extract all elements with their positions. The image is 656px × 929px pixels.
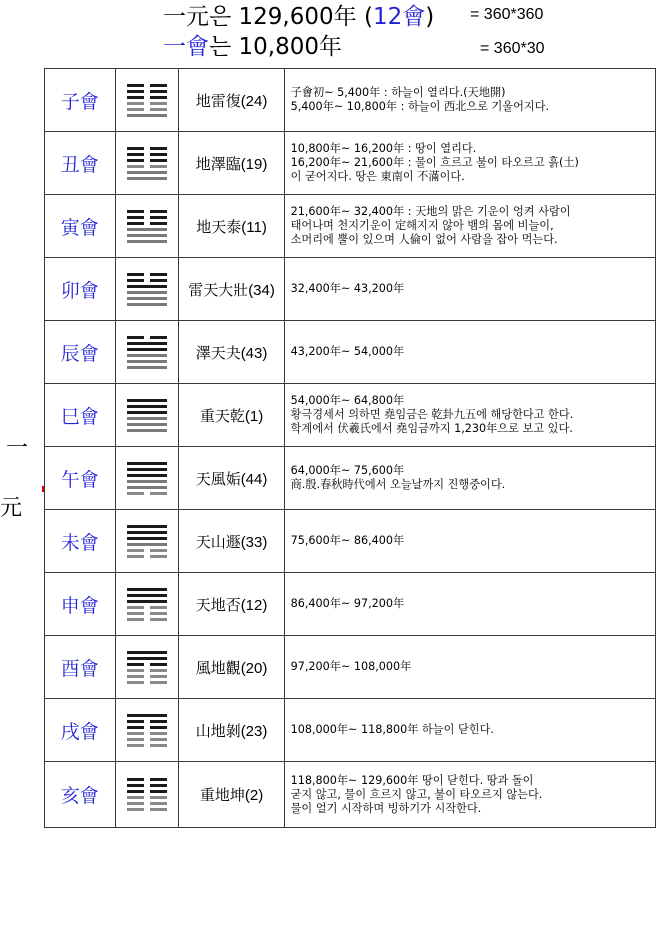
yin-line [127,216,167,219]
yang-line [127,714,167,717]
table-row [45,510,656,573]
yin-line [127,549,167,552]
description-line: 이 굳어지다. 땅은 東南이 不滿이다. [290,170,465,183]
yang-line [127,531,167,534]
table-row [45,132,656,195]
period-description [284,510,655,573]
yin-line [127,732,167,735]
hexagram-icon [127,147,167,180]
yin-line [127,492,167,495]
period-description [284,447,655,510]
yang-line [127,525,167,528]
description-line: 16,200年~ 21,600年 : 물이 흐르고 불이 타오르고 흙(土) [290,156,579,169]
yang-line [127,651,167,654]
hexagram-icon [127,525,167,558]
yang-line [127,234,167,237]
hexagram-icon [127,588,167,621]
header-line1-pre: 一元은 129,600年 ( [163,4,373,30]
period-description [284,762,655,828]
hoe-label: 午會 [45,447,116,510]
period-description [284,321,655,384]
description-line: 굳지 않고, 물이 흐르지 않고, 불이 타오르지 않는다. [290,787,543,801]
hexagram-cell [115,132,179,195]
yang-line [127,417,167,420]
hexagram-name: 地澤臨(19) [179,132,284,195]
hoe-label: 申會 [45,573,116,636]
hoe-label: 辰會 [45,321,116,384]
description-line: 소머리에 뿔이 있으며 人倫이 없어 사람을 잡아 먹는다. [290,233,558,246]
hexagram-icon [127,399,167,432]
yin-line [127,681,167,684]
yin-line [127,84,167,87]
hexagram-name: 天風姤(44) [179,447,284,510]
yang-line [127,411,167,414]
yang-line [127,366,167,369]
period-description [284,132,655,195]
yang-line [127,177,167,180]
hexagram-cell [115,510,179,573]
table-row [45,321,656,384]
yang-line [127,474,167,477]
description-line: 학계에서 伏羲氏에서 堯임금까지 1,230年으로 보고 있다. [290,422,573,435]
table-row [45,195,656,258]
header-line1-post: ) [425,4,435,30]
header-line1-blue: 12會 [372,4,426,30]
yin-line [127,808,167,811]
hoe-table [44,68,656,828]
yang-line [127,228,167,231]
description-line: 118,800年~ 129,600年 땅이 닫힌다. 땅과 돌이 [290,773,534,787]
hexagram-cell [115,69,179,132]
yang-line [127,468,167,471]
hoe-label: 巳會 [45,384,116,447]
table-row [45,69,656,132]
yin-line [127,612,167,615]
yang-line [127,303,167,306]
description-line: 물이 얼기 시작하며 빙하기가 시작한다. [290,801,482,815]
table-row [45,636,656,699]
yin-line [127,279,167,282]
hoe-label: 戌會 [45,699,116,762]
yin-line [127,726,167,729]
header-equation-2: = 360*30 [480,40,545,57]
yin-line [127,618,167,621]
yin-line [127,108,167,111]
description-line: 54,000年~ 64,800年 [290,394,405,407]
hexagram-cell [115,762,179,828]
table-row [45,447,656,510]
yang-line [127,342,167,345]
yang-line [127,423,167,426]
yin-line [127,90,167,93]
description-line: 43,200年~ 54,000年 [290,345,405,358]
hoe-label: 丑會 [45,132,116,195]
yin-line [127,669,167,672]
yang-line [127,480,167,483]
yang-line [127,429,167,432]
description-line: 97,200年~ 108,000年 [290,660,412,673]
period-description [284,573,655,636]
yin-line [127,663,167,666]
description-line: 32,400年~ 43,200年 [290,282,405,295]
yang-line [127,537,167,540]
period-description [284,699,655,762]
page-header [0,0,656,68]
yin-line [127,796,167,799]
header-line-1 [163,2,434,32]
yang-line [127,405,167,408]
hexagram-icon [127,462,167,495]
hoe-label: 酉會 [45,636,116,699]
yin-line [127,222,167,225]
table-row [45,258,656,321]
yang-line [127,291,167,294]
description-line: 子會初~ 5,400年 : 하늘이 열리다.(天地開) [290,86,506,99]
yin-line [127,778,167,781]
hexagram-name: 澤天夬(43) [179,321,284,384]
hoe-label: 寅會 [45,195,116,258]
hexagram-cell [115,195,179,258]
hexagram-icon [127,273,167,306]
hexagram-cell [115,636,179,699]
hexagram-icon [127,651,167,684]
yin-line [127,159,167,162]
hexagram-icon [127,336,167,369]
yang-line [127,462,167,465]
description-line: 商.殷.春秋時代에서 오늘날까지 진행중이다. [290,478,506,491]
description-line: 10,800年~ 16,200年 : 땅이 열리다. [290,142,477,155]
yang-line [127,285,167,288]
header-line2-rest: 는 10,800年 [209,34,343,60]
hexagram-cell [115,699,179,762]
table-row [45,762,656,828]
period-description [284,636,655,699]
hexagram-cell [115,447,179,510]
period-description [284,195,655,258]
description-line: 64,000年~ 75,600年 [290,464,405,477]
hexagram-name: 地雷復(24) [179,69,284,132]
hexagram-name: 天地否(12) [179,573,284,636]
hoe-label: 亥會 [45,762,116,828]
yin-line [127,675,167,678]
yin-line [127,153,167,156]
description-line: 75,600年~ 86,400年 [290,534,405,547]
description-line: 황극경세서 의하면 堯임금은 乾卦九五에 해당한다고 한다. [290,408,574,421]
yin-line [127,606,167,609]
yang-line [127,600,167,603]
yang-line [127,543,167,546]
yang-line [127,360,167,363]
yang-line [127,594,167,597]
header-line2-blue: 一會 [163,34,209,60]
hoe-label: 未會 [45,510,116,573]
hexagram-name: 雷天大壯(34) [179,258,284,321]
yin-line [127,555,167,558]
yang-line [127,657,167,660]
yin-line [127,784,167,787]
hexagram-cell [115,573,179,636]
hexagram-icon [127,714,167,747]
yin-line [127,802,167,805]
yang-line [127,171,167,174]
table-row [45,573,656,636]
description-line: 108,000年~ 118,800年 하늘이 닫힌다. [290,723,494,736]
description-line: 21,600年~ 32,400年 : 天地의 맑은 기운이 엉켜 사람이 [290,205,571,218]
yin-line [127,790,167,793]
yin-line [127,165,167,168]
table-row [45,699,656,762]
period-description [284,384,655,447]
hexagram-name: 天山遯(33) [179,510,284,573]
description-line: 5,400年~ 10,800年 : 하늘이 西北으로 기울어지다. [290,100,550,113]
hoe-table-body [45,69,656,828]
hexagram-name: 風地觀(20) [179,636,284,699]
yin-line [127,96,167,99]
hexagram-icon [127,210,167,243]
hoe-label: 卯會 [45,258,116,321]
description-line: 태어나며 천지기운이 定해지지 않아 뱀의 몸에 비늘이, [290,219,554,232]
yin-line [127,210,167,213]
yang-line [127,588,167,591]
hexagram-name: 重天乾(1) [179,384,284,447]
period-description [284,69,655,132]
yang-line [127,486,167,489]
yin-line [127,147,167,150]
yang-line [127,297,167,300]
header-equation-1: = 360*360 [470,6,544,23]
yang-line [127,354,167,357]
side-label-bottom: 元 [0,496,23,521]
header-line-2 [163,32,342,62]
yang-line [127,348,167,351]
hexagram-cell [115,258,179,321]
hexagram-cell [115,384,179,447]
yin-line [127,336,167,339]
yang-line [127,114,167,117]
yang-line [127,240,167,243]
description-line: 86,400年~ 97,200年 [290,597,405,610]
hexagram-cell [115,321,179,384]
table-row [45,384,656,447]
yin-line [127,273,167,276]
yin-line [127,744,167,747]
period-description [284,258,655,321]
hoe-label: 子會 [45,69,116,132]
hexagram-icon [127,84,167,117]
yin-line [127,720,167,723]
side-label-top: 一 [6,436,29,461]
hexagram-name: 地天泰(11) [179,195,284,258]
hexagram-name: 山地剝(23) [179,699,284,762]
hexagram-name: 重地坤(2) [179,762,284,828]
yin-line [127,738,167,741]
hexagram-icon [127,778,167,811]
yang-line [127,399,167,402]
yin-line [127,102,167,105]
